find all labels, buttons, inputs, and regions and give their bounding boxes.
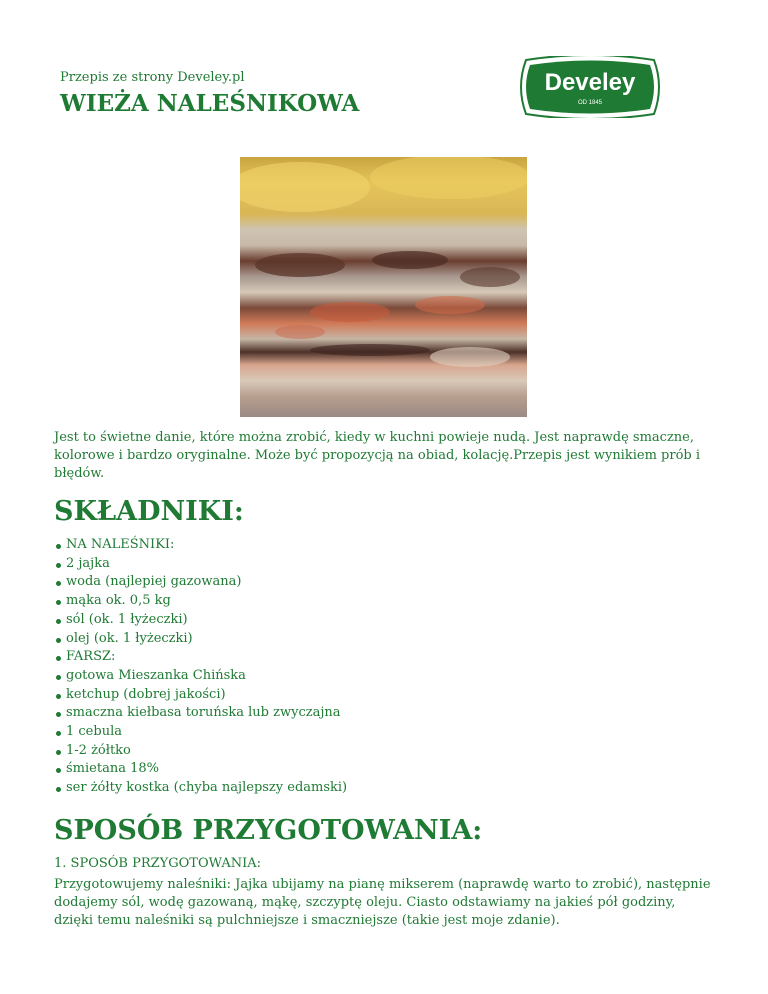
dish-photo [240, 157, 527, 417]
logo-subtitle: OD 1845 [577, 100, 603, 106]
ingredient-item: ser żółty kostka (chyba najlepszy edamski) [54, 779, 347, 798]
recipe-source: Przepis ze strony Develey.pl [60, 70, 245, 85]
develey-logo [516, 56, 664, 118]
recipe-intro: Jest to świetne danie, które można zrobić, kiedy w kuchni powieje nudą. Jest naprawdę smaczne, kolorowe i bardzo oryginalne. Może być propozycją na obiad, kolację.Przepis jest wynikiem prób i błędów. [54, 430, 701, 481]
ingredients-list [54, 536, 347, 798]
ingredient-item: ketchup (dobrej jakości) [54, 686, 347, 705]
ingredient-item: NA NALEŚNIKI: [54, 536, 347, 555]
ingredient-item: woda (najlepiej gazowana) [54, 573, 347, 592]
ingredient-item: gotowa Mieszanka Chińska [54, 667, 347, 686]
dish-photo-art [240, 157, 527, 417]
ingredient-item: mąka ok. 0,5 kg [54, 592, 347, 611]
ingredient-item: 1-2 żółtko [54, 742, 347, 761]
ingredient-item: FARSZ: [54, 648, 347, 667]
preparation-heading: SPOSÓB PRZYGOTOWANIA: [54, 815, 483, 846]
ingredient-item: 2 jajka [54, 555, 347, 574]
ingredient-item: śmietana 18% [54, 760, 347, 779]
ingredient-item: olej (ok. 1 łyżeczki) [54, 630, 347, 649]
ingredient-item: smaczna kiełbasa toruńska lub zwyczajna [54, 704, 347, 723]
step-title: 1. SPOSÓB PRZYGOTOWANIA: [54, 856, 261, 871]
ingredient-item: sól (ok. 1 łyżeczki) [54, 611, 347, 630]
step-text: Przygotowujemy naleśniki: Jajka ubijamy na pianę mikserem (naprawdę warto to zrobić), następnie dodajemy sól, wodę gazowaną, mąkę, szczyptę oleju. Ciasto odstawiamy na jakieś pół godziny, dzięki temu naleśniki są pulchniejsze i smaczniejsze (takie jest moje zdanie). [54, 877, 711, 928]
ingredient-item: 1 cebula [54, 723, 347, 742]
recipe-title: WIEŻA NALEŚNIKOWA [60, 90, 360, 117]
logo-wordmark: Develey [544, 69, 636, 96]
ingredients-heading: SKŁADNIKI: [54, 496, 244, 527]
